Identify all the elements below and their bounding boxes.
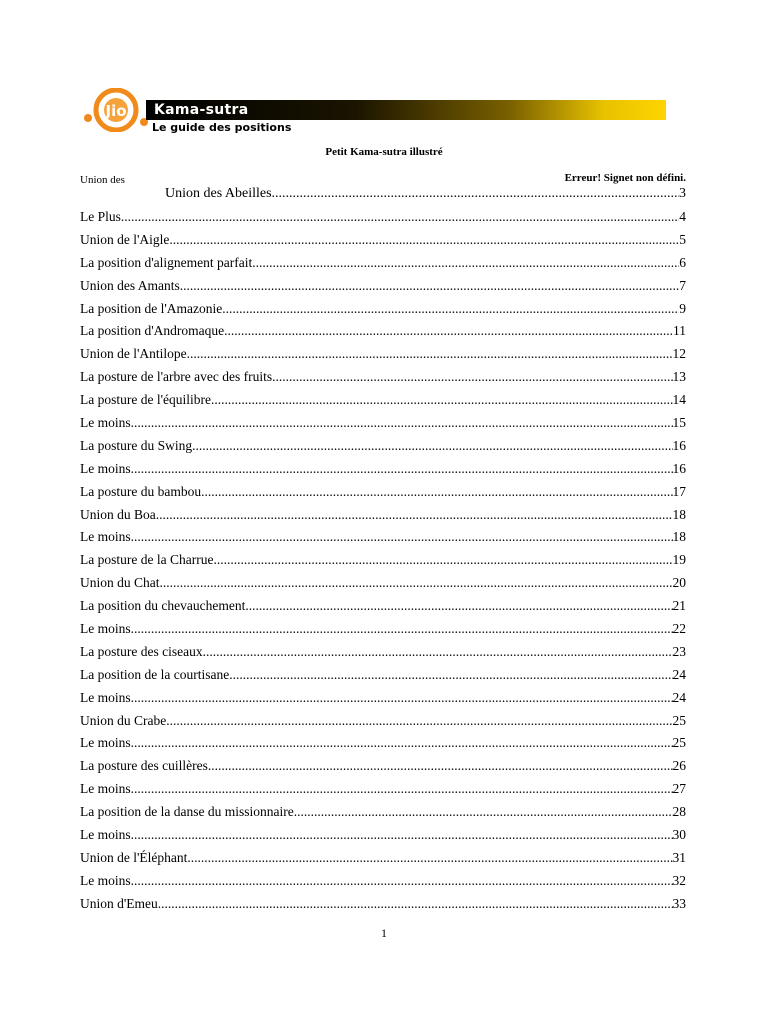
toc-entry-page: 9 (679, 300, 686, 316)
page-number: 1 (381, 926, 387, 940)
toc-entry[interactable] (80, 597, 686, 620)
toc-dot-leader (131, 734, 673, 757)
toc-entry-page: 21 (672, 598, 686, 614)
toc-dot-leader (169, 231, 679, 254)
toc-entry[interactable] (80, 689, 686, 712)
toc-entry-page: 4 (679, 209, 686, 224)
toc-entry[interactable] (80, 345, 686, 368)
toc-entry[interactable] (80, 551, 686, 574)
toc-entry-page: 24 (672, 689, 686, 705)
toc-entry-page: 32 (672, 872, 686, 888)
toc-entry-page: 23 (672, 643, 686, 659)
toc-dot-leader (208, 757, 673, 780)
toc-dot-leader (160, 574, 673, 597)
toc-entry-label: La posture de l'arbre avec des fruits (80, 369, 273, 385)
toc-entry-label: Union du Crabe (80, 712, 167, 728)
toc-entry-page: 13 (672, 369, 686, 385)
toc-entry-page: 18 (672, 529, 686, 545)
toc-entry-label: Le moins (80, 529, 131, 545)
toc-entry-label: La posture du bambou (80, 483, 202, 499)
toc-entry-label: Le moins (80, 781, 131, 797)
toc-dot-leader (224, 322, 673, 345)
toc-entry-page: 6 (679, 254, 686, 270)
toc-entry[interactable] (80, 849, 686, 872)
toc-entry-label: La posture des cuillères (80, 758, 208, 774)
toc-entry-page: 15 (672, 415, 686, 431)
toc-entry[interactable] (80, 277, 686, 300)
toc-entry[interactable] (80, 254, 686, 277)
toc-entry[interactable] (80, 872, 686, 895)
toc-entry-page: 16 (672, 460, 686, 476)
toc-entry[interactable] (80, 826, 686, 849)
toc-dot-leader (180, 277, 680, 300)
toc-entry[interactable] (80, 666, 686, 689)
toc-entry-page: 25 (672, 735, 686, 751)
toc-entry-page: 16 (672, 437, 686, 453)
toc-dot-leader (131, 620, 673, 643)
toc-entry-label: Le moins (80, 827, 131, 843)
logo-icon (80, 88, 154, 132)
toc-entry[interactable] (80, 734, 686, 757)
toc-entry-label: La posture du Swing (80, 437, 193, 453)
document-title: Petit Kama-sutra illustré (325, 146, 443, 158)
toc-entry-label: Le moins (80, 460, 131, 476)
toc-dot-leader (158, 895, 673, 918)
toc-entry-label: La posture des ciseaux (80, 643, 203, 659)
toc-entry-label: Le moins (80, 689, 131, 705)
toc-entry-label: La posture de la Charrue (80, 552, 214, 568)
toc-entry-page: 19 (672, 552, 686, 568)
toc-entry-page: 27 (672, 781, 686, 797)
toc-entry-label: Le moins (80, 872, 131, 888)
toc-entry-label: Union des Amants (80, 277, 180, 293)
toc-entry[interactable] (80, 483, 686, 506)
toc-entry[interactable] (80, 460, 686, 483)
toc-entry[interactable] (80, 368, 686, 391)
toc-dot-leader (156, 506, 673, 529)
toc-entry-page: 7 (679, 277, 686, 293)
toc-dot-leader (294, 803, 673, 826)
brand-subtitle: Le guide des positions (152, 121, 292, 134)
toc-entry-page: 30 (672, 827, 686, 843)
toc-entry-label: Le moins (80, 735, 131, 751)
toc-entry-label: Union de l'Aigle (80, 231, 170, 247)
toc-dot-leader (192, 437, 672, 460)
toc-entry[interactable] (80, 414, 686, 437)
toc-entry-label: Union du Boa (80, 506, 156, 522)
toc-entry-page: 31 (672, 849, 686, 865)
toc-entry-label: Le moins (80, 621, 131, 637)
toc-error-label: Union des (80, 174, 125, 186)
toc-entry-page: 28 (672, 804, 686, 820)
toc-dot-leader (245, 597, 672, 620)
toc-entry-page: 5 (679, 231, 686, 247)
toc-dot-leader (166, 712, 672, 735)
toc-entry-label: La posture de l'équilibre (80, 392, 212, 408)
brand-title: Kama-sutra (154, 102, 249, 118)
toc-entry[interactable] (80, 506, 686, 529)
toc-entry-page: 3 (679, 186, 686, 201)
toc-dot-leader (131, 414, 673, 437)
toc-entry[interactable] (80, 803, 686, 826)
toc-entry-label: Union des Abeilles (165, 186, 272, 201)
toc-dot-leader (211, 391, 672, 414)
toc-dot-leader (187, 849, 672, 872)
toc-entry-first[interactable] (165, 185, 686, 203)
toc-entry-page: 11 (673, 323, 686, 339)
toc-entry[interactable] (80, 528, 686, 551)
toc-entry-label: La position de l'Amazonie (80, 300, 223, 316)
toc-dot-leader (272, 185, 679, 203)
toc-entry-page: 20 (672, 575, 686, 591)
toc-entry-page: 26 (672, 758, 686, 774)
logo-text: Jio (105, 102, 127, 120)
toc-error-message: Erreur! Signet non défini. (564, 172, 686, 184)
toc-entry[interactable] (80, 437, 686, 460)
toc-dot-leader (222, 300, 679, 323)
toc-entry[interactable] (80, 895, 686, 918)
toc-entry-label: La position d'alignement parfait (80, 254, 253, 270)
toc-entry[interactable] (80, 208, 686, 231)
toc-dot-leader (187, 345, 673, 368)
toc-dot-leader (201, 483, 672, 506)
toc-entry-label: La position de la courtisane (80, 666, 230, 682)
toc-entry-label: Le moins (80, 415, 131, 431)
toc-dot-leader (121, 208, 679, 231)
toc-entry[interactable] (80, 300, 686, 323)
toc-entry[interactable] (80, 231, 686, 254)
toc-entry-page: 22 (672, 621, 686, 637)
toc-dot-leader (131, 826, 673, 849)
toc-entry-page: 17 (672, 483, 686, 499)
toc-entry[interactable] (80, 574, 686, 597)
toc-dot-leader (131, 460, 673, 483)
toc-entry-page: 12 (672, 346, 686, 362)
toc-dot-leader (131, 780, 673, 803)
toc-entry-label: Union de l'Éléphant (80, 849, 188, 865)
toc-entry[interactable] (80, 712, 686, 735)
toc-entry[interactable] (80, 780, 686, 803)
toc-entry-page: 24 (672, 666, 686, 682)
toc-dot-leader (229, 666, 672, 689)
toc-entry-label: La position du chevauchement (80, 598, 246, 614)
toc-dot-leader (131, 872, 673, 895)
toc-dot-leader (252, 254, 679, 277)
toc-entry-label: Union du Chat (80, 575, 160, 591)
toc-dot-leader (203, 643, 673, 666)
toc-dot-leader (213, 551, 672, 574)
toc-entry[interactable] (80, 620, 686, 643)
toc-entry[interactable] (80, 322, 686, 345)
toc-entry-page: 25 (672, 712, 686, 728)
toc-entry-label: La position de la danse du missionnaire (80, 804, 294, 820)
toc-dot-leader (272, 368, 672, 391)
toc-entry-label: Union de l'Antilope (80, 346, 187, 362)
toc-dot-leader (131, 528, 673, 551)
toc-entry[interactable] (80, 757, 686, 780)
toc-entry-page: 33 (672, 895, 686, 911)
toc-entry-label: Le Plus (80, 209, 121, 224)
toc-entry-label: La position d'Andromaque (80, 323, 225, 339)
toc-entry-page: 14 (672, 392, 686, 408)
table-of-contents (80, 208, 686, 918)
toc-dot-leader (131, 689, 673, 712)
toc-entry[interactable] (80, 643, 686, 666)
toc-entry-label: Union d'Emeu (80, 895, 158, 911)
toc-entry-page: 18 (672, 506, 686, 522)
header-banner (80, 88, 668, 136)
toc-entry[interactable] (80, 391, 686, 414)
